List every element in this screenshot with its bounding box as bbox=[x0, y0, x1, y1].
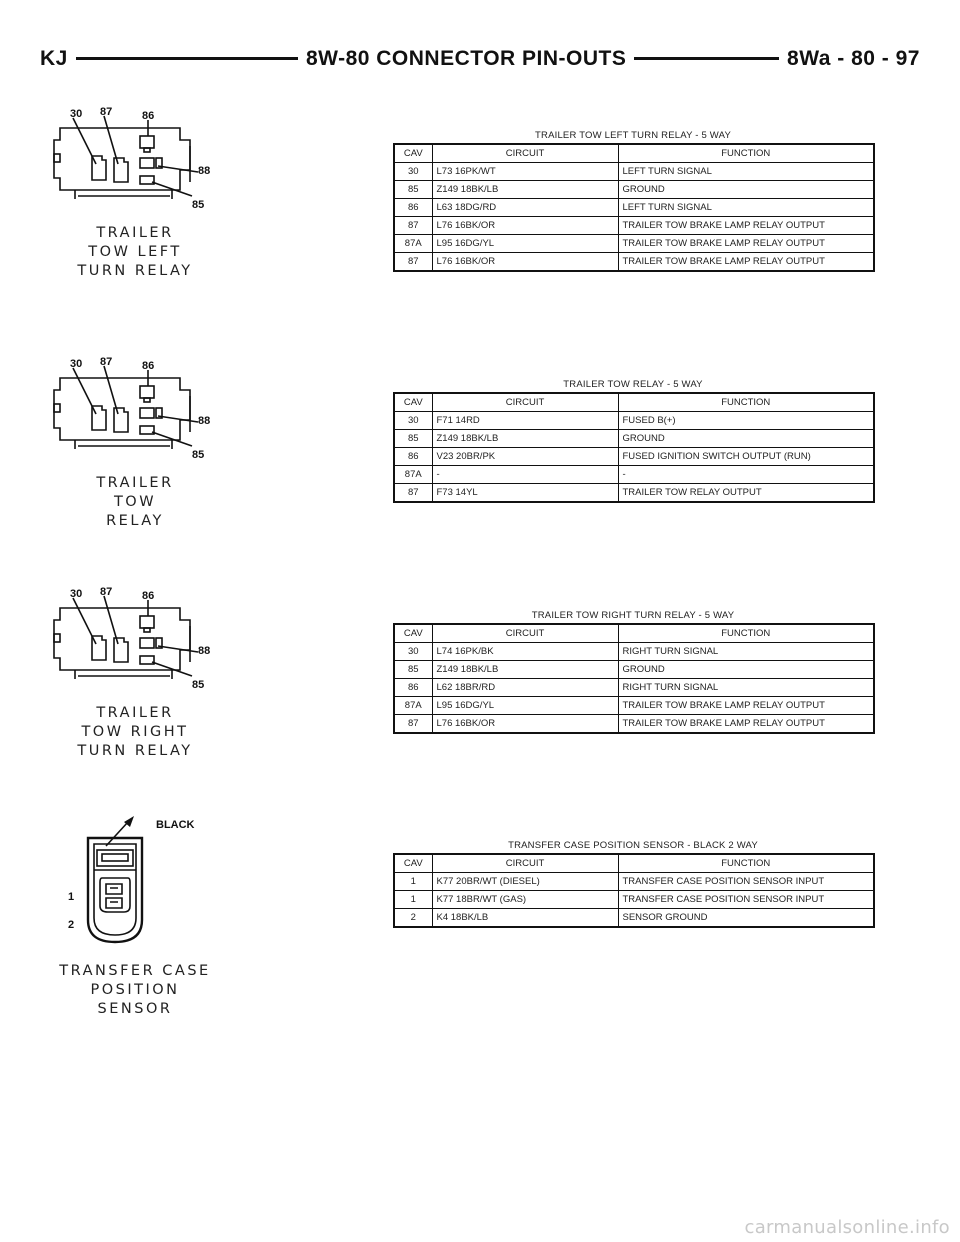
pin-label-30: 30 bbox=[70, 108, 83, 120]
header-section-title: 8W-80 CONNECTOR PIN-OUTS bbox=[298, 44, 634, 74]
pin-label-30: 30 bbox=[70, 358, 83, 370]
pin-label-87: 87 bbox=[100, 356, 113, 368]
table-row: 87A L95 16DG/YL TRAILER TOW BRAKE LAMP RELAY OUTPUT bbox=[394, 697, 874, 715]
table-title: TRAILER TOW LEFT TURN RELAY - 5 WAY bbox=[535, 130, 731, 141]
table-title: TRAILER TOW RIGHT TURN RELAY - 5 WAY bbox=[531, 610, 735, 621]
relay-connector-drawing bbox=[40, 100, 230, 222]
pin-label-30: 30 bbox=[70, 588, 83, 600]
pinout-table bbox=[393, 853, 875, 928]
table-row: 30 L74 16PK/BK RIGHT TURN SIGNAL bbox=[394, 643, 874, 661]
table-row: 86 L63 18DG/RD LEFT TURN SIGNAL bbox=[394, 199, 874, 217]
table-row: 30 L73 16PK/WT LEFT TURN SIGNAL bbox=[394, 163, 874, 181]
pin-label-2: 2 bbox=[68, 919, 75, 931]
sensor-connector-drawing bbox=[40, 808, 230, 960]
pin-label-86: 86 bbox=[142, 360, 155, 372]
table-row: 87 L76 16BK/OR TRAILER TOW BRAKE LAMP RELAY OUTPUT bbox=[394, 253, 874, 272]
table-header-row: CAV CIRCUIT FUNCTION bbox=[394, 144, 874, 163]
pinout-table bbox=[393, 392, 875, 503]
pin-label-88: 88 bbox=[198, 645, 211, 657]
table-row: 85 Z149 18BK/LB GROUND bbox=[394, 661, 874, 679]
connector-transfer-case-position-sensor bbox=[40, 808, 230, 1019]
table-row: 30 F71 14RD FUSED B(+) bbox=[394, 412, 874, 430]
table-row: 86 V23 20BR/PK FUSED IGNITION SWITCH OUTPUT (RUN) bbox=[394, 448, 874, 466]
pinout-table-trailer-tow-right-turn-relay bbox=[393, 609, 873, 734]
pin-label-87: 87 bbox=[100, 586, 113, 598]
sensor-color-label: BLACK bbox=[156, 819, 195, 831]
connector-caption: TRANSFER CASE POSITION SENSOR bbox=[59, 963, 211, 1017]
pin-label-87: 87 bbox=[100, 106, 113, 118]
table-row: 87 F73 14YL TRAILER TOW RELAY OUTPUT bbox=[394, 484, 874, 503]
table-row: 1 K77 20BR/WT (DIESEL) TRANSFER CASE POSITION SENSOR INPUT bbox=[394, 873, 874, 891]
table-row: 2 K4 18BK/LB SENSOR GROUND bbox=[394, 909, 874, 928]
connector-caption: TRAILER TOW RIGHT TURN RELAY bbox=[77, 705, 193, 759]
table-row: 87A L95 16DG/YL TRAILER TOW BRAKE LAMP RELAY OUTPUT bbox=[394, 235, 874, 253]
pin-label-88: 88 bbox=[198, 415, 211, 427]
table-row: 85 Z149 18BK/LB GROUND bbox=[394, 430, 874, 448]
table-row: 1 K77 18BR/WT (GAS) TRANSFER CASE POSITION SENSOR INPUT bbox=[394, 891, 874, 909]
table-row: 86 L62 18BR/RD RIGHT TURN SIGNAL bbox=[394, 679, 874, 697]
pin-label-88: 88 bbox=[198, 165, 211, 177]
pinout-table-trailer-tow-left-turn-relay bbox=[393, 129, 873, 272]
pin-label-85: 85 bbox=[192, 679, 205, 691]
pinout-table-trailer-tow-relay bbox=[393, 378, 873, 503]
connector-trailer-tow-right-turn-relay bbox=[40, 580, 230, 761]
pinout-table bbox=[393, 623, 875, 734]
table-row: 85 Z149 18BK/LB GROUND bbox=[394, 181, 874, 199]
pin-label-85: 85 bbox=[192, 449, 205, 461]
relay-connector-drawing bbox=[40, 350, 230, 472]
table-title: TRANSFER CASE POSITION SENSOR - BLACK 2 WAY bbox=[508, 840, 758, 851]
page-header bbox=[40, 44, 920, 74]
table-row: 87A - - bbox=[394, 466, 874, 484]
pin-label-85: 85 bbox=[192, 199, 205, 211]
table-title: TRAILER TOW RELAY - 5 WAY bbox=[563, 379, 703, 390]
header-page-number: 8Wa - 80 - 97 bbox=[779, 44, 920, 74]
table-header-row: CAV CIRCUIT FUNCTION bbox=[394, 854, 874, 873]
connector-trailer-tow-left-turn-relay bbox=[40, 100, 230, 281]
table-row: 87 L76 16BK/OR TRAILER TOW BRAKE LAMP RELAY OUTPUT bbox=[394, 715, 874, 734]
table-row: 87 L76 16BK/OR TRAILER TOW BRAKE LAMP RELAY OUTPUT bbox=[394, 217, 874, 235]
table-header-row: CAV CIRCUIT FUNCTION bbox=[394, 393, 874, 412]
connector-caption: TRAILER TOW RELAY bbox=[96, 475, 174, 529]
pinout-table bbox=[393, 143, 875, 272]
pin-label-86: 86 bbox=[142, 590, 155, 602]
table-header-row: CAV CIRCUIT FUNCTION bbox=[394, 624, 874, 643]
pinout-table-transfer-case-position-sensor bbox=[393, 839, 873, 928]
header-model: KJ bbox=[40, 44, 76, 74]
pin-label-1: 1 bbox=[68, 891, 75, 903]
connector-trailer-tow-relay bbox=[40, 350, 230, 531]
watermark: carmanualsonline.info bbox=[744, 1217, 950, 1238]
connector-caption: TRAILER TOW LEFT TURN RELAY bbox=[77, 225, 193, 279]
pin-label-86: 86 bbox=[142, 110, 155, 122]
relay-connector-drawing bbox=[40, 580, 230, 702]
